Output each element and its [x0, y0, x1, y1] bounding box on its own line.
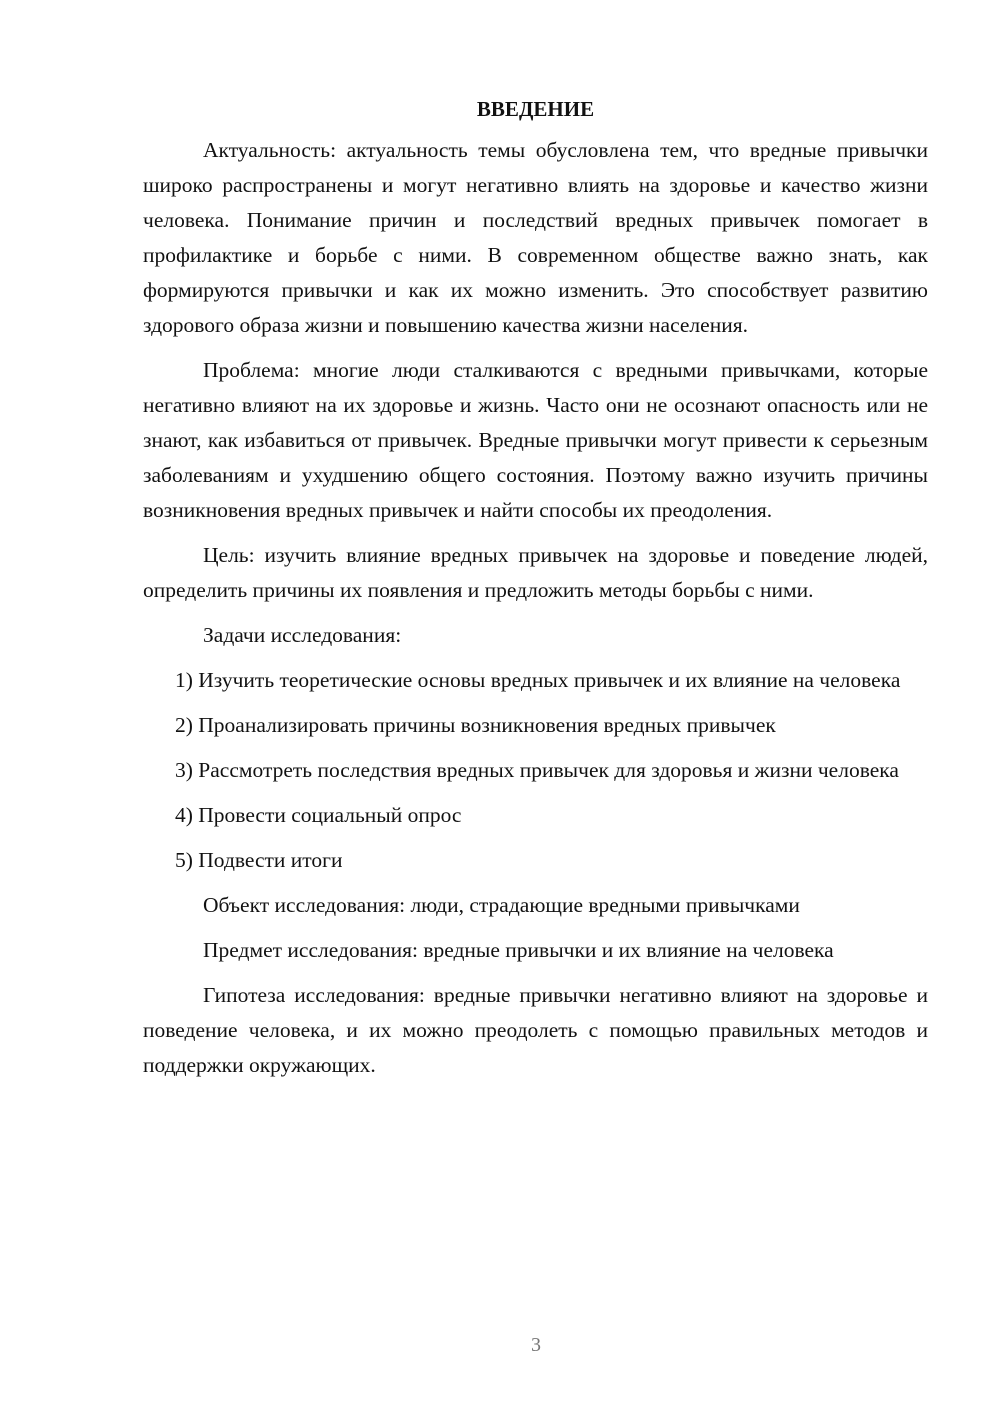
task-item: 5) Подвести итоги [175, 848, 343, 872]
task-item: 4) Провести социальный опрос [175, 803, 462, 827]
task-item: 1) Изучить теоретические основы вредных привычек и их влияние на человека [175, 668, 901, 692]
relevance-paragraph: Актуальность: актуальность темы обусловлена тем, что вредные привычки широко распространены и могут негативно влиять на здоровье и качество жизни человека. Понимание причин и последствий вредных привычек помогает в профилактике и борьбе с ними. В современном обществе важно знать, как формируются привычки и как их можно изменить. Это способствует развитию здорового образа жизни и повышению качества жизни населения. [143, 138, 928, 337]
research-subject: Предмет исследования: вредные привычки и их влияние на человека [203, 938, 834, 962]
goal-paragraph: Цель: изучить влияние вредных привычек на здоровье и поведение людей, определить причины их появления и предложить методы борьбы с ними. [143, 543, 928, 602]
research-hypothesis: Гипотеза исследования: вредные привычки негативно влияют на здоровье и поведение человека, и их можно преодолеть с помощью правильных методов и поддержки окружающих. [143, 983, 928, 1077]
research-object: Объект исследования: люди, страдающие вредными привычками [203, 893, 800, 917]
page-number: 3 [531, 1334, 541, 1356]
document-page [143, 92, 928, 1093]
task-item: 3) Рассмотреть последствия вредных привычек для здоровья и жизни человека [175, 758, 899, 782]
tasks-title: Задачи исследования: [203, 623, 402, 647]
task-item: 2) Проанализировать причины возникновения вредных привычек [175, 713, 776, 737]
problem-paragraph: Проблема: многие люди сталкиваются с вредными привычками, которые негативно влияют на их здоровье и жизнь. Часто они не осознают опасность или не знают, как избавиться от привычек. Вредные привычки могут привести к серьезным заболеваниям и ухудшению общего состояния. Поэтому важно изучить причины возникновения вредных привычек и найти способы их преодоления. [143, 358, 928, 522]
section-heading: ВВЕДЕНИЕ [476, 97, 595, 121]
